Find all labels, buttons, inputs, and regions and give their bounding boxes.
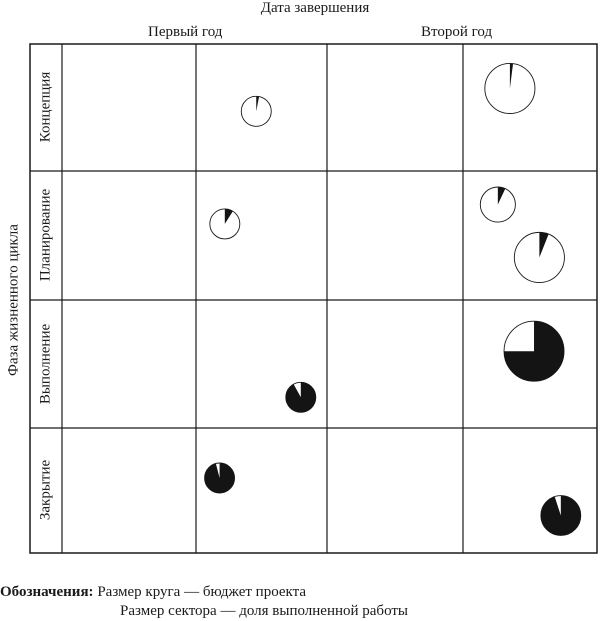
progress-sector [286, 382, 316, 412]
y-axis-label: Фаза жизненного цикла [5, 224, 22, 376]
progress-sector [541, 496, 581, 536]
legend-sector-text: Размер сектора — доля выполненной работы [120, 603, 409, 619]
legend-heading: Обозначения: [0, 584, 94, 600]
year-label-second: Второй год [421, 24, 493, 40]
row-label-execution: Выполнение [37, 323, 54, 405]
legend-size-text: Размер круга — бюджет проекта [97, 584, 307, 600]
row-label-planning: Планирование [37, 188, 54, 282]
year-label-first: Первый год [148, 24, 223, 40]
row-label-concept: Концепция [37, 71, 54, 143]
diagram-title: Дата завершения [260, 0, 370, 16]
grid-frame [30, 44, 597, 553]
row-label-closure: Закрытие [37, 459, 54, 521]
legend [0, 583, 306, 602]
